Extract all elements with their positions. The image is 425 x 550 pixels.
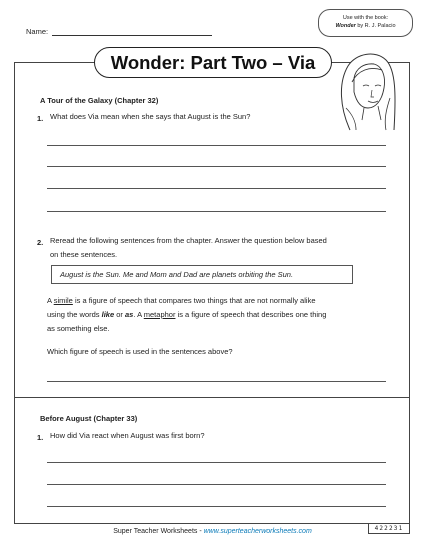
name-label: Name: <box>26 27 49 36</box>
worksheet-title: Wonder: Part Two – Via <box>94 47 332 78</box>
section1-q2-question: Which figure of speech is used in the sentences above? <box>47 347 233 356</box>
section1-q2-text <box>50 234 400 262</box>
q2-text-line: Reread the following sentences from the chapter. Answer the question below based <box>50 236 327 245</box>
section1-q1-text: What does Via mean when she says that August is the Sun? <box>50 112 251 121</box>
worksheet-code: 422231 <box>368 523 410 534</box>
section2-q1-number: 1. <box>37 433 44 442</box>
footer <box>0 528 425 535</box>
answer-line[interactable] <box>47 188 386 189</box>
q2-text-line: on these sentences. <box>50 250 118 259</box>
book-author: by R. J. Palacio <box>355 23 396 29</box>
definition-line <box>47 294 392 308</box>
section2-q1-text: How did Via react when August was first born? <box>50 431 205 440</box>
simile-term: simile <box>53 296 73 305</box>
def-text: is a figure of speech that describes one thing <box>175 310 327 319</box>
book-reference-title-line <box>319 22 412 30</box>
answer-line[interactable] <box>47 145 386 146</box>
definition-line <box>47 308 392 322</box>
book-title: Wonder <box>335 23 356 29</box>
answer-line[interactable] <box>47 462 386 463</box>
answer-line[interactable] <box>47 506 386 507</box>
def-text: using the words <box>47 310 102 319</box>
like-word: like <box>101 310 115 319</box>
book-reference-intro: Use with the book: <box>342 15 389 21</box>
answer-line[interactable] <box>47 211 386 212</box>
answer-line[interactable] <box>47 381 386 382</box>
def-text: or <box>114 310 125 319</box>
footer-url-link[interactable]: www.superteacherworksheets.com <box>203 528 312 535</box>
section1-title: A Tour of the Galaxy (Chapter 32) <box>40 96 159 105</box>
definition-line: as something else. <box>47 324 110 333</box>
via-portrait-illustration <box>330 48 402 132</box>
section1-q1-number: 1. <box>37 114 44 123</box>
quote-box: August is the Sun. Me and Mom and Dad are planets orbiting the Sun. <box>51 265 353 284</box>
def-text: is a figure of speech that compares two things that are not normally alike <box>72 296 316 305</box>
figure-of-speech-definition <box>47 294 392 336</box>
section2-title: Before August (Chapter 33) <box>40 414 138 423</box>
as-word: as <box>124 310 134 319</box>
answer-line[interactable] <box>47 166 386 167</box>
footer-label: Super Teacher Worksheets - <box>113 528 204 535</box>
name-field-line[interactable] <box>52 35 212 36</box>
metaphor-term: metaphor <box>143 310 176 319</box>
answer-line[interactable] <box>47 484 386 485</box>
section1-q2-number: 2. <box>37 238 44 247</box>
book-reference-box <box>318 9 413 37</box>
section-divider <box>14 397 410 398</box>
def-text: A <box>47 296 54 305</box>
def-text: . A <box>133 310 144 319</box>
